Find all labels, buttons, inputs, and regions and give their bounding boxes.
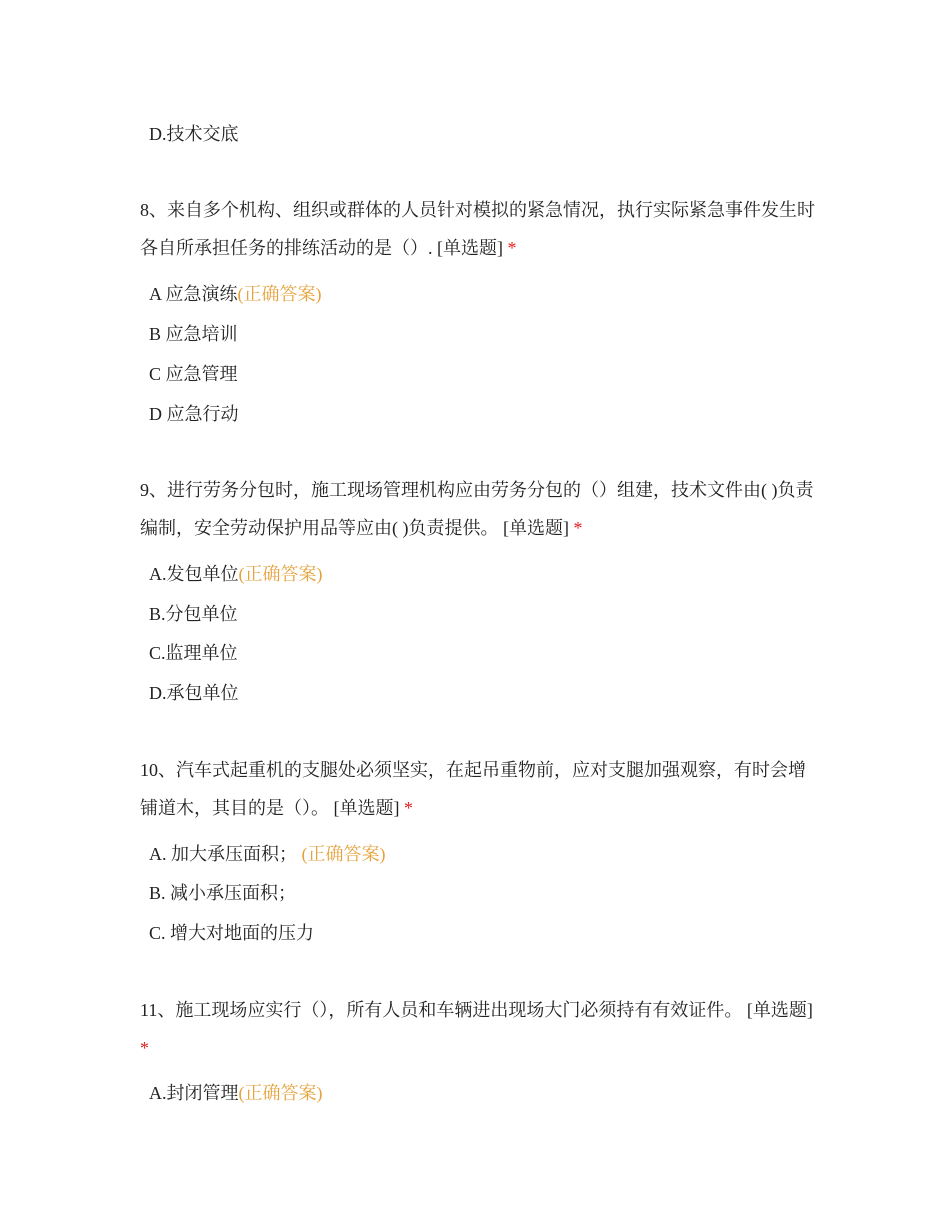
option-text: C. 增大对地面的压力 (149, 923, 315, 943)
correct-answer-tag: (正确答案) (238, 564, 323, 584)
question-9-option-d (149, 681, 239, 705)
prev-question-option-d (149, 122, 239, 146)
option-text: A.发包单位 (149, 564, 239, 584)
question-9-option-b (149, 602, 238, 626)
question-8-option-b (149, 322, 238, 346)
question-8-title (140, 191, 820, 267)
question-10-option-a (149, 842, 386, 866)
option-text: D.承包单位 (149, 683, 239, 703)
option-text: D.技术交底 (149, 124, 239, 144)
question-9-option-a (149, 562, 323, 586)
question-10-title (140, 751, 820, 827)
option-text: B 应急培训 (149, 324, 238, 344)
option-text: D 应急行动 (149, 404, 239, 424)
question-text: 9、进行劳务分包时，施工现场管理机构应由劳务分包的（）组建，技术文件由( )负责编制，安全劳动保护用品等应由( )负责提供。 [单选题] (140, 480, 814, 538)
option-text: C.监理单位 (149, 643, 238, 663)
option-text: C 应急管理 (149, 364, 238, 384)
question-text: 10、汽车式起重机的支腿处必须坚实，在起吊重物前，应对支腿加强观察，有时会增铺道木，其目的是（）。 [单选题] (140, 760, 806, 818)
option-text: A.封闭管理 (149, 1083, 239, 1103)
question-9-title (140, 471, 820, 547)
option-text: A 应急演练 (149, 284, 238, 304)
question-8-option-d (149, 402, 239, 426)
correct-answer-tag: (正确答案) (238, 1083, 323, 1103)
question-text: 11、施工现场应实行（），所有人员和车辆进出现场大门必须持有有效证件。 [单选题] (140, 1000, 813, 1020)
option-text: A. 加大承压面积； (149, 844, 297, 864)
question-10-option-c (149, 921, 314, 945)
correct-answer-tag: (正确答案) (301, 844, 386, 864)
question-10-option-b (149, 881, 296, 905)
option-text: B.分包单位 (149, 604, 238, 624)
required-asterisk: * (507, 238, 517, 258)
question-9-option-c (149, 641, 238, 665)
correct-answer-tag: (正确答案) (237, 284, 322, 304)
question-11-option-a (149, 1081, 323, 1105)
required-asterisk: * (140, 1038, 149, 1058)
question-11-title (140, 991, 820, 1067)
required-asterisk: * (404, 798, 413, 818)
question-8-option-a (149, 282, 322, 306)
question-8-option-c (149, 362, 238, 386)
option-text: B. 减小承压面积； (149, 883, 297, 903)
required-asterisk: * (573, 518, 583, 538)
question-text: 8、来自多个机构、组织或群体的人员针对模拟的紧急情况，执行实际紧急事件发生时各自所承担任务的排练活动的是（）. [单选题] (140, 200, 815, 258)
